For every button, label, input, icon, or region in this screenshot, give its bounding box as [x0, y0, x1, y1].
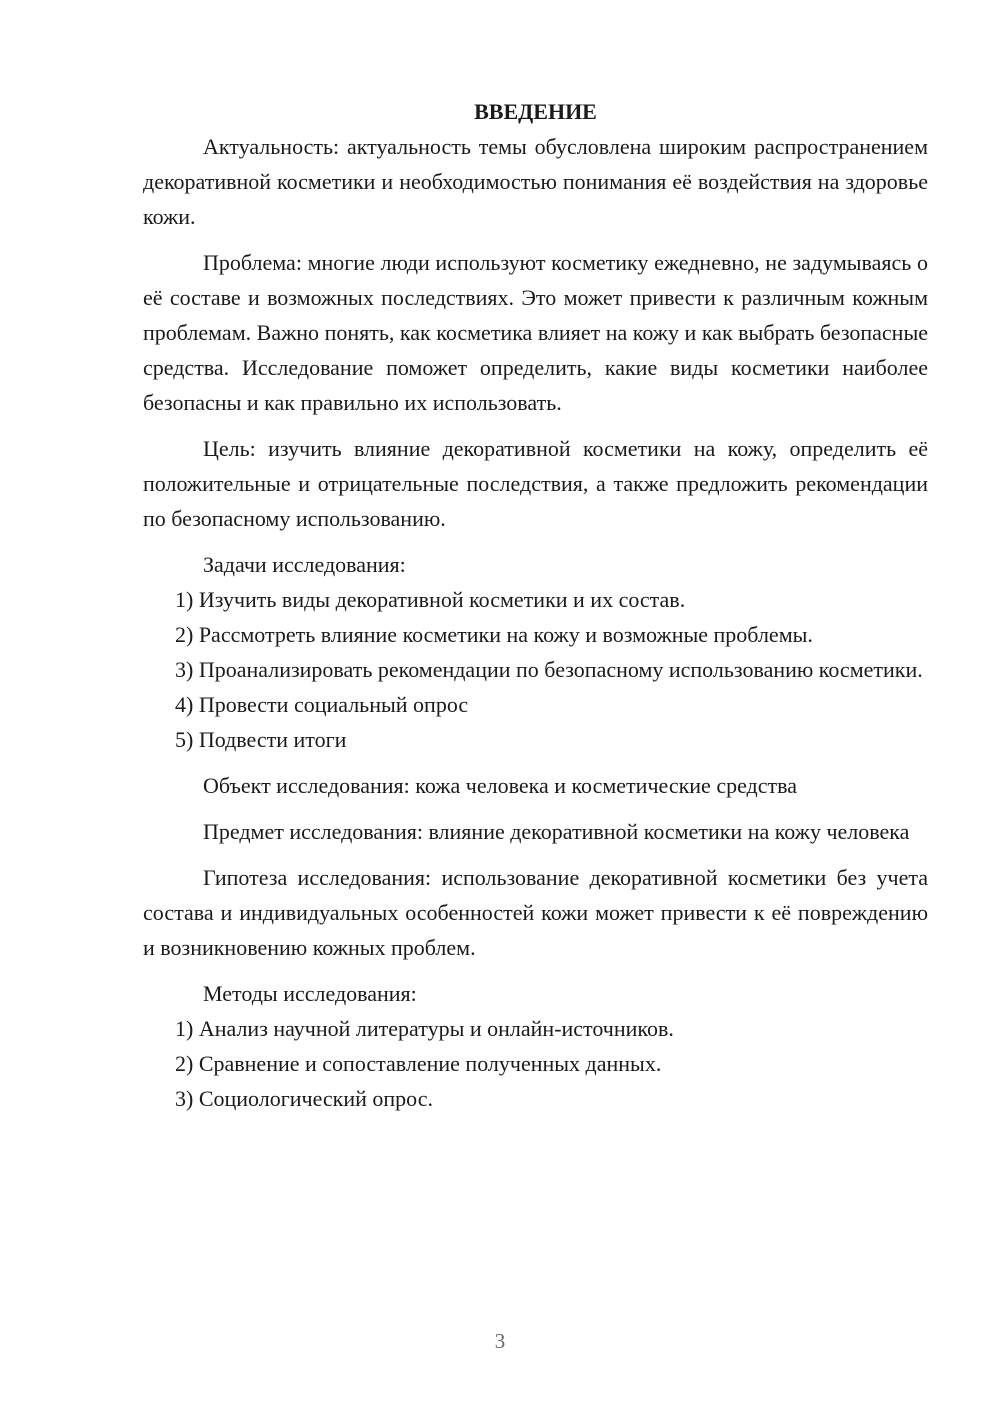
list-item: 2) Рассмотреть влияние косметики на кожу и возможные проблемы.	[175, 622, 813, 647]
list-item: 3) Социологический опрос.	[175, 1086, 433, 1111]
methods-list	[143, 1011, 928, 1116]
list-item: 1) Анализ научной литературы и онлайн-источников.	[175, 1016, 674, 1041]
paragraph-relevance: Актуальность: актуальность темы обусловлена широким распространением декоративной косметики и необходимостью понимания её воздействия на здоровье кожи.	[143, 134, 928, 229]
paragraph-hypothesis: Гипотеза исследования: использование декоративной косметики без учета состава и индивидуальных особенностей кожи может привести к её повреждению и возникновению кожных проблем.	[143, 865, 928, 960]
paragraph-goal: Цель: изучить влияние декоративной косметики на кожу, определить её положительные и отрицательные последствия, а также предложить рекомендации по безопасному использованию.	[143, 436, 928, 531]
tasks-heading: Задачи исследования:	[203, 552, 406, 577]
list-item: 3) Проанализировать рекомендации по безопасному использованию косметики.	[175, 657, 923, 682]
methods-heading: Методы исследования:	[203, 981, 417, 1006]
page-number: 3	[494, 1329, 506, 1353]
document-page	[143, 94, 928, 1116]
list-item: 1) Изучить виды декоративной косметики и их состав.	[175, 587, 686, 612]
paragraph-subject: Предмет исследования: влияние декоративной косметики на кожу человека	[203, 819, 910, 844]
paragraph-object: Объект исследования: кожа человека и косметические средства	[203, 773, 797, 798]
list-item: 5) Подвести итоги	[175, 727, 347, 752]
page-title: ВВЕДЕНИЕ	[474, 99, 597, 124]
paragraph-problem: Проблема: многие люди используют косметику ежедневно, не задумываясь о её составе и возможных последствиях. Это может привести к различным кожным проблемам. Важно понять, как косметика влияет на кожу и как выбрать безопасные средства. Исследование поможет определить, какие виды косметики наиболее безопасны и как правильно их использовать.	[143, 250, 928, 415]
tasks-list	[143, 582, 928, 757]
list-item: 4) Провести социальный опрос	[175, 692, 469, 717]
list-item: 2) Сравнение и сопоставление полученных данных.	[175, 1051, 662, 1076]
